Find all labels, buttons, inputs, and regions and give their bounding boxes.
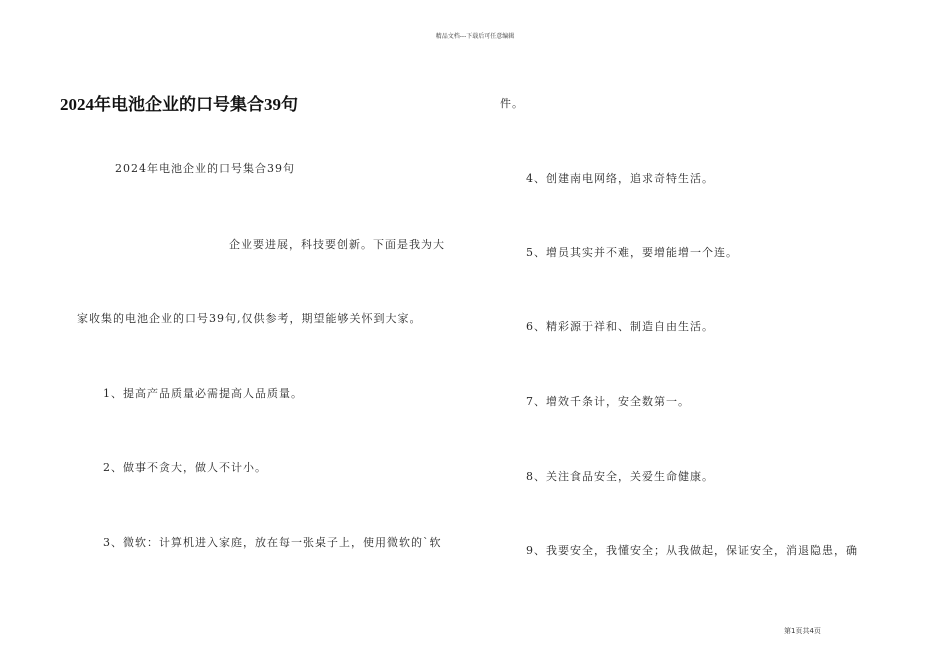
subtitle: 2024年电池企业的口号集合39句 <box>115 162 295 175</box>
list-item-6: 6、精彩源于祥和、制造自由生活。 <box>526 320 714 333</box>
list-item-9: 9、我要安全，我懂安全；从我做起，保证安全，消退隐患，确 <box>526 544 858 557</box>
list-item-8: 8、关注食品安全，关爱生命健康。 <box>526 470 714 483</box>
page-number: 第1页共4页 <box>784 627 821 635</box>
list-item-3: 3、微软：计算机进入家庭，放在每一张桌子上，使用微软的`软 <box>103 536 442 549</box>
intro-line-1: 企业要进展，科技要创新。下面是我为大 <box>229 238 445 251</box>
list-item-4: 4、创建南电网络，追求奇特生活。 <box>526 172 714 185</box>
list-item-1: 1、提高产品质量必需提高人品质量。 <box>103 387 303 400</box>
header-note: 精品文档---下载后可任意编辑 <box>435 33 515 40</box>
list-item-5: 5、增员其实并不难，要增能增一个连。 <box>526 246 738 259</box>
page-title: 2024年电池企业的口号集合39句 <box>60 95 298 114</box>
intro-line-2: 家收集的电池企业的口号39句,仅供参考，期望能够关怀到大家。 <box>77 312 422 325</box>
list-item-2: 2、做事不贪大，做人不计小。 <box>103 461 267 474</box>
list-item-7: 7、增效千条计，安全数第一。 <box>526 395 690 408</box>
continuation-text: 件。 <box>500 97 524 110</box>
